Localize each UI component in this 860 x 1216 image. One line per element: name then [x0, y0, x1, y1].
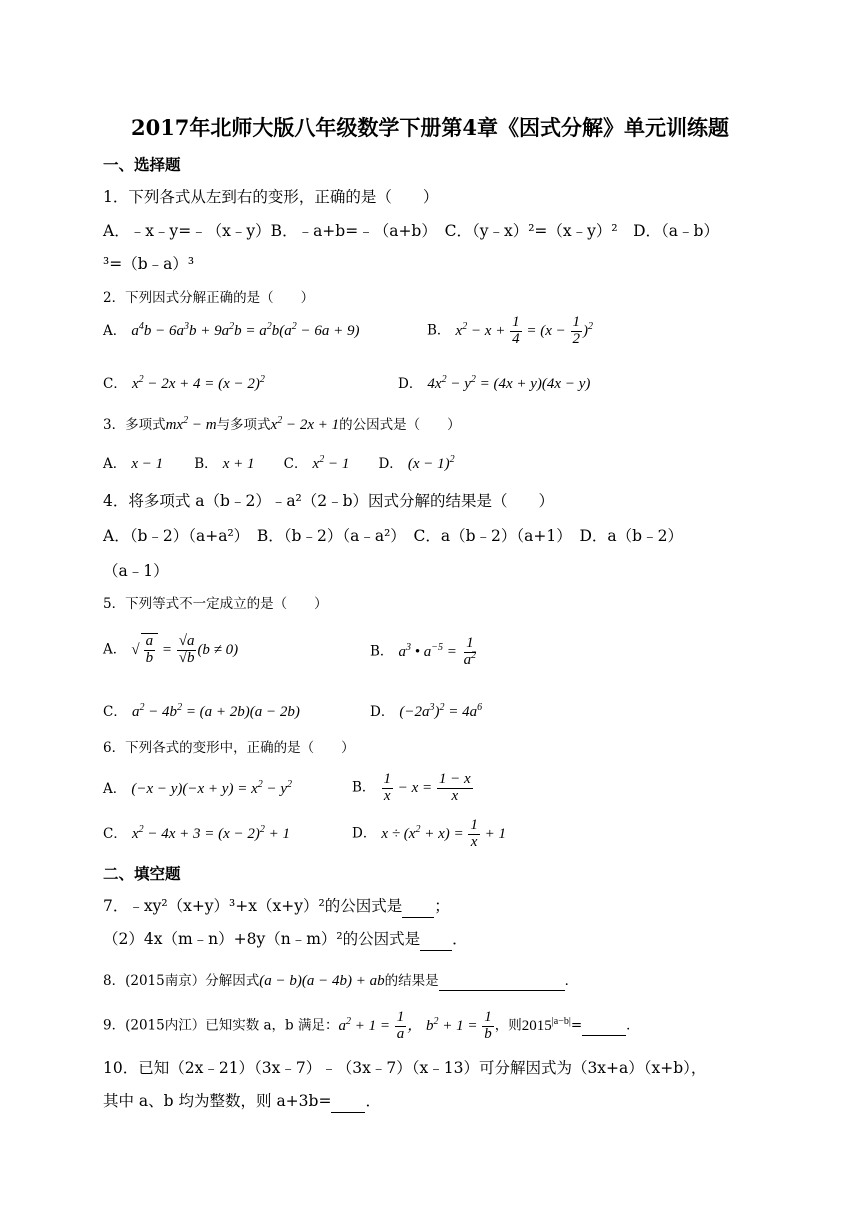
q8-text-b: 的结果是 — [384, 973, 439, 989]
q10-line2-text: 其中 a、b 均为整数，则 a+3b= — [103, 1092, 332, 1110]
q9-power-expression: $2015^{|a-b|}$ — [521, 1015, 571, 1034]
q1-options-line2: ³=（b﹣a）³ — [103, 255, 195, 273]
q2-stem: 2．下列因式分解正确的是（ ） — [103, 290, 315, 306]
q8-text-a: 8．(2015南京）分解因式 — [103, 973, 260, 989]
q3-stem-part-a: 3．多项式 — [103, 417, 166, 433]
q3-b-formula: x + 1 — [222, 456, 255, 472]
q3-a-label: A． — [103, 456, 127, 472]
q3-d-label: D． — [378, 456, 403, 472]
q3-options — [103, 455, 455, 472]
q5-option-d — [370, 703, 482, 720]
q2-option-d — [398, 375, 590, 392]
q8-text-c: ． — [564, 973, 579, 989]
q3-c-label: C． — [283, 456, 308, 472]
q6-option-d — [352, 818, 506, 851]
q6-c-label: C． — [103, 826, 127, 842]
q3-c-formula: $x^2 - 1$ — [312, 454, 350, 472]
q10-line1: 10．已知（2x﹣21）（3x﹣7）﹣（3x﹣7）（x﹣13）可分解因式为（3x+a）（x+b）， — [103, 1059, 707, 1077]
q2-c-label: C． — [103, 376, 127, 392]
q5-a-formula: √ $\frac{a}{b}$ = $\frac{√a}{√b}$ (b ≠ 0) — [131, 633, 239, 666]
q7-line2-text: （2）4x（m﹣n）+8y（n﹣m）²的公因式是 — [103, 930, 421, 948]
q3-b-label: B． — [194, 456, 218, 472]
q9-answer-blank[interactable] — [582, 1019, 626, 1036]
q6-option-b — [352, 772, 474, 805]
q2-a-label: A． — [103, 323, 127, 339]
page-title: 2017年北师大版八年级数学下册第4章《因式分解》单元训练题 — [130, 115, 730, 140]
q8-answer-blank[interactable] — [439, 974, 565, 991]
section-heading-fill: 二、填空题 — [103, 864, 181, 883]
q9-condition: $a^2 + 1$ = $\frac{1}{a}$ ， $b^2 + 1$ = $\frac{1}{b}$ — [338, 1009, 492, 1042]
q3-a-formula: x − 1 — [131, 456, 164, 472]
q7-line2-end: ． — [452, 930, 468, 948]
q3-d-formula: $(x - 1)^2$ — [407, 454, 455, 472]
q5-b-label: B． — [370, 643, 394, 660]
q9-text-b: ，则 — [494, 1017, 522, 1034]
q5-option-b — [370, 636, 479, 669]
q2-c-formula: $x^2 - 2x + 4 = (x - 2)^2$ — [131, 374, 265, 392]
q3-stem-part-b: 与多项式 — [216, 417, 271, 433]
q7-answer-blank-2[interactable] — [420, 934, 452, 951]
q2-d-label: D． — [398, 376, 423, 392]
q6-option-a — [103, 780, 292, 797]
q5-b-formula: $a^3$ • $a^{-5}$ = $\frac{1}{a^2}$ — [398, 635, 477, 668]
q3-stem-part-c: 的公因式是（ ） — [339, 417, 461, 433]
q4-options-line2: （a﹣1） — [103, 562, 169, 580]
q2-option-a — [103, 322, 359, 339]
q9-text-a: 9．(2015内江）已知实数 a，b 满足： — [103, 1017, 339, 1034]
q6-b-formula: $\frac{1}{x}$ − x = $\frac{1 - x}{x}$ — [383, 771, 471, 804]
q4-options-line1: A．（b﹣2）（a+a²） B．（b﹣2）（a﹣a²） C．a（b﹣2）（a+1） D．a（b﹣2） — [103, 527, 683, 545]
q6-b-label: B． — [352, 779, 376, 796]
q10-answer-blank[interactable] — [331, 1096, 365, 1113]
q2-b-label: B． — [427, 322, 451, 339]
q2-option-b — [427, 315, 593, 348]
q5-d-label: D． — [370, 704, 395, 720]
q5-d-formula: $(-2a^3)^2 = 4a^6$ — [399, 702, 483, 720]
q5-option-c — [103, 703, 300, 720]
q5-c-label: C． — [103, 704, 127, 720]
q3-poly-1: $mx^2 - m$ — [165, 415, 217, 433]
q10-line2 — [103, 1094, 381, 1113]
q8-expression: (a − b)(a − 4b) + ab — [259, 973, 385, 989]
section-heading-choice: 一、选择题 — [103, 155, 181, 174]
q2-d-formula: $4x^2 - y^2 = (4x + y)(4x - y)$ — [427, 374, 591, 392]
q8-line — [103, 972, 578, 991]
q3-stem — [103, 416, 461, 433]
q10-line2-end: ． — [365, 1092, 381, 1110]
q9-text-d: ． — [626, 1017, 640, 1034]
q2-b-formula: $x^2 - x$ + $\frac{1}{4}$ = (x − $\frac{1}{2}$ )$^2$ — [455, 314, 593, 347]
q7-line1 — [103, 899, 450, 918]
q7-line1-text: 7．﹣xy²（x+y）³+x（x+y）²的公因式是 — [103, 897, 403, 915]
q2-option-c — [103, 375, 265, 392]
q6-c-formula: $x^2 - 4x + 3 = (x - 2)^2 + 1$ — [131, 824, 291, 842]
q6-option-c — [103, 825, 290, 842]
q9-line — [103, 1010, 640, 1043]
q5-a-label: A． — [103, 641, 127, 658]
q6-a-formula: $(-x - y)(-x + y) = x^2 - y^2$ — [131, 779, 293, 797]
q7-answer-blank-1[interactable] — [402, 901, 434, 918]
q7-line1-end: ； — [434, 897, 450, 915]
q9-text-c: = — [570, 1017, 583, 1034]
q5-option-a — [103, 633, 238, 667]
q6-a-label: A． — [103, 781, 127, 797]
q5-c-formula: $a^2 - 4b^2 = (a + 2b)(a - 2b)$ — [131, 702, 300, 720]
q6-d-formula: $x \div (x^2 + x)$ = $\frac{1}{x}$ + 1 — [381, 817, 506, 850]
q6-d-label: D． — [352, 825, 377, 842]
q6-stem: 6．下列各式的变形中，正确的是（ ） — [103, 740, 355, 756]
q3-poly-2: $x^2 - 2x + 1$ — [270, 415, 340, 433]
q1-stem: 1．下列各式从左到右的变形，正确的是（ ） — [103, 188, 439, 206]
q1-options-line1: A．﹣x﹣y=﹣（x﹣y）B．﹣a+b=﹣（a+b） C．（y﹣x）²=（x﹣y）² D．（a﹣b） — [103, 222, 719, 240]
q7-line2 — [103, 932, 468, 951]
q2-a-formula: $a^4b - 6a^3b + 9a^2b = a^2b(a^2 - 6a + 9)$ — [131, 321, 360, 339]
q5-stem: 5．下列等式不一定成立的是（ ） — [103, 596, 328, 612]
q4-stem: 4．将多项式 a（b﹣2）﹣a²（2﹣b）因式分解的结果是（ ） — [103, 492, 555, 510]
